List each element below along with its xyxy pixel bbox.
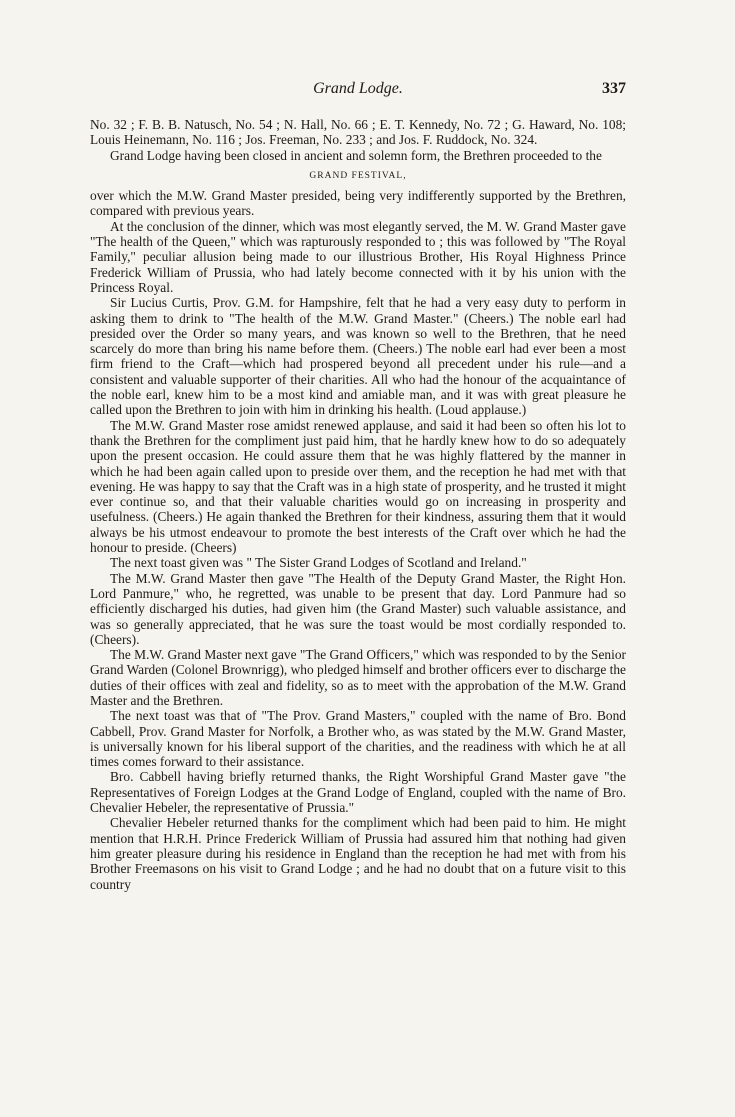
paragraph: over which the M.W. Grand Master presided, being very indifferently supported by the Brethren, compared with previous years. <box>90 188 626 219</box>
section-heading: GRAND FESTIVAL, <box>309 170 407 181</box>
paragraph: The next toast given was " The Sister Grand Lodges of Scotland and Ireland." <box>110 555 527 571</box>
article-body <box>90 117 626 892</box>
paragraph: The M.W. Grand Master then gave "The Health of the Deputy Grand Master, the Right Hon. Lord Panmure," who, he regretted, was unable to be present that day. Lord Panmure had so efficiently discharged his duties, had given him (the Grand Master) such valuable assistance, and was so generally appreciated, that he was sure the toast would be most cordially responded to. (Cheers). <box>90 570 626 647</box>
paragraph: No. 32 ; F. B. B. Natusch, No. 54 ; N. Hall, No. 66 ; E. T. Kennedy, No. 72 ; G. Haward, No. 108; Louis Heinemann, No. 116 ; Jos. Freeman, No. 233 ; and Jos. F. Ruddock, No. 324. <box>90 117 626 148</box>
page-header <box>90 80 626 104</box>
paragraph: At the conclusion of the dinner, which was most elegantly served, the M. W. Grand Master gave "The health of the Queen," which was rapturously responded to ; this was followed by "The Royal Family," peculiar allusion being made to our illustrious Brother, His Royal Highness Prince Frederick William of Prussia, who had lately become connected with it by his union with the Princess Royal. <box>90 218 626 295</box>
paragraph: The next toast was that of "The Prov. Grand Masters," coupled with the name of Bro. Bond Cabbell, Prov. Grand Master for Norfolk, a Brother who, as was stated by the M.W. Grand Master, is universally known for his liberal support of the charities, and the readiness with which he at all times comes forward to their assistance. <box>90 708 626 770</box>
paragraph: Bro. Cabbell having briefly returned thanks, the Right Worshipful Grand Master gave "the Representatives of Foreign Lodges at the Grand Lodge of England, coupled with the name of Bro. Chevalier Hebeler, the representative of Prussia." <box>90 769 626 816</box>
page-number: 337 <box>602 80 626 97</box>
paragraph: Sir Lucius Curtis, Prov. G.M. for Hampshire, felt that he had a very easy duty to perform in asking them to drink to "The health of the M.W. Grand Master." (Cheers.) The noble earl had presided over the Order so many years, and was known so well to the Brethren, that he need scarcely do more than bring his name before them. (Cheers.) The noble earl had ever been a most firm friend to the Craft—which had prospered beyond all precedent under his rule—and a consistent and valuable supporter of their charities. All who had the honour of the acquaintance of the noble earl, knew him to be a most kind and amiable man, and it was with great pleasure he called upon the Brethren to join with him in drinking his health. (Loud applause.) <box>90 295 626 418</box>
running-title: Grand Lodge. <box>313 80 403 97</box>
paragraph: The M.W. Grand Master rose amidst renewed applause, and said it had been so often his lot to thank the Brethren for the compliment just paid him, that he hardly knew how to do so adequately upon the present occasion. He could assure them that he was highly flattered by the manner in which he had been again called upon to preside over them, and the reception he had met with that evening. He was happy to say that the Craft was in a high state of prosperity, and he trusted it might ever continue so, and that their valuable charities would go on increasing in prosperity and usefulness. (Cheers.) He again thanked the Brethren for their kindness, assuring them that it would always be his utmost endeavour to promote the best interests of the Craft over which he had the honour to preside. (Cheers) <box>90 417 626 556</box>
paragraph: Chevalier Hebeler returned thanks for the compliment which had been paid to him. He might mention that H.R.H. Prince Frederick William of Prussia had assured him that nothing had given him greater pleasure during his residence in England than the reception he had met with from his Brother Freemasons on his visit to Grand Lodge ; and he had no doubt that on a future visit to this country <box>90 815 626 892</box>
paragraph: Grand Lodge having been closed in ancient and solemn form, the Brethren proceeded to the <box>110 147 602 163</box>
paragraph: The M.W. Grand Master next gave "The Grand Officers," which was responded to by the Senior Grand Warden (Colonel Brownrigg), who pledged himself and brother officers ever to discharge the duties of their offices with zeal and fidelity, so as to meet with the approbation of the M.W. Grand Master and the Brethren. <box>90 647 626 708</box>
